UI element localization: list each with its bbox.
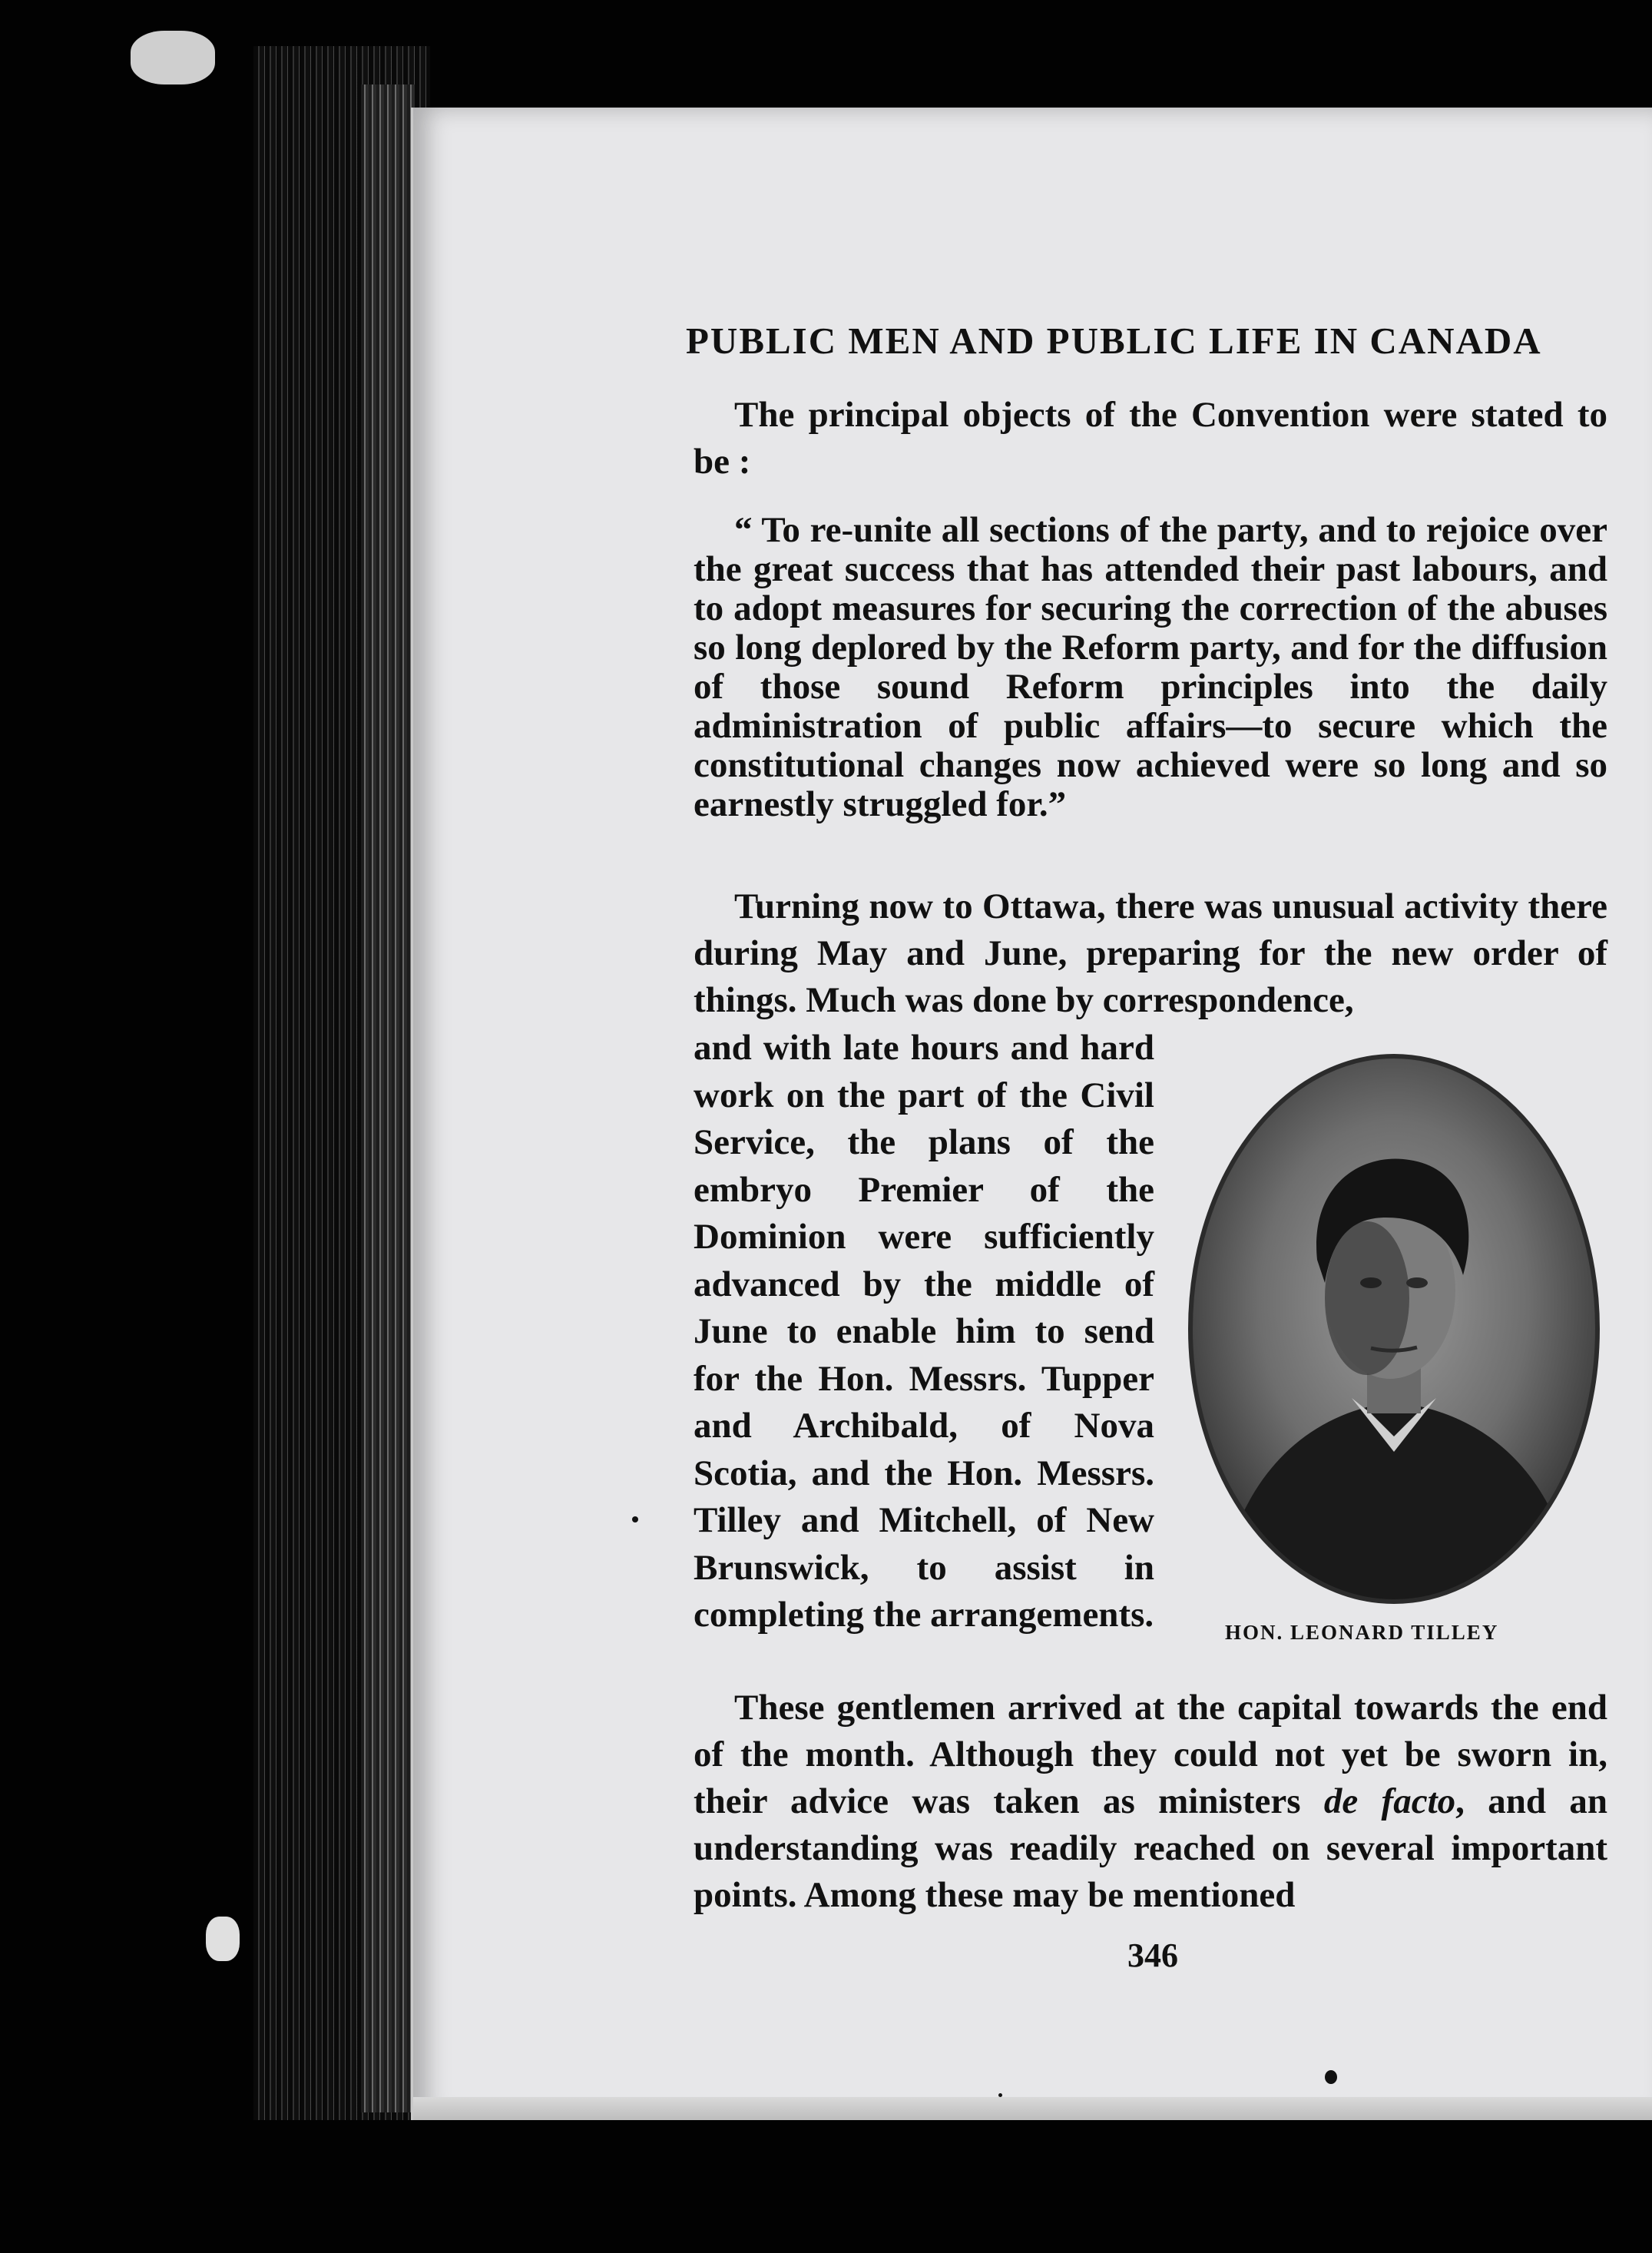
scan-speck [998, 2093, 1002, 2097]
page-edges-inner [361, 84, 415, 2112]
running-head: PUBLIC MEN AND PUBLIC LIFE IN CANADA [686, 320, 1542, 362]
scan-speck [632, 1516, 638, 1522]
paragraph-ottawa: Turning now to Ottawa, there was unusual activity there during May and June, preparing for the new order of things. Much was done by correspondence, [694, 886, 1607, 1020]
page-number: 346 [1127, 1937, 1178, 1974]
p4-text-end: , and an understanding was readily reached on several important points. Among these may be mentioned [694, 1781, 1607, 1915]
scan-speck [206, 1917, 240, 1961]
portrait-image [1187, 1052, 1601, 1605]
quoted-paragraph: “ To re-unite all sections of the party, and to rejoice over the great success that has attended their past labours, and to adopt measures for securing the correction of the abuses so long deplored by the Reform party, and for the diffusion of those sound Reform principles into the daily administration of public affairs—to secure which the constitutional changes now achieved were so long and so earnestly struggled for.” [694, 510, 1607, 824]
paragraph-ottawa-continued: and with late hours and hard work on the part of the Civil Service, the plans of the embryo Premier of the Dominion were sufficiently advanced by the middle of June to enable him to send for the Hon. Messrs. Tupper and Archibald, of Nova Scotia, and the Hon. Messrs. Tilley and Mitchell, of New Brunswick, to assist in completing the arrangements. [694, 1028, 1154, 1635]
portrait-figure [1187, 1052, 1601, 1605]
scan-speck [131, 31, 215, 84]
paragraph-gentlemen-arrived [694, 1685, 1607, 1919]
paragraph-convention-objects: The principal objects of the Convention were stated to be : [694, 395, 1607, 482]
scan-speck [1325, 2070, 1337, 2084]
p4-italic-term: de facto [1323, 1781, 1456, 1821]
portrait-caption: HON. LEONARD TILLEY [1225, 1621, 1499, 1644]
p4-text-start: These gentlemen arrived at the capital towards the end of the month. Although they could not yet be sworn in, their advice was taken as ministers [694, 1688, 1607, 1821]
